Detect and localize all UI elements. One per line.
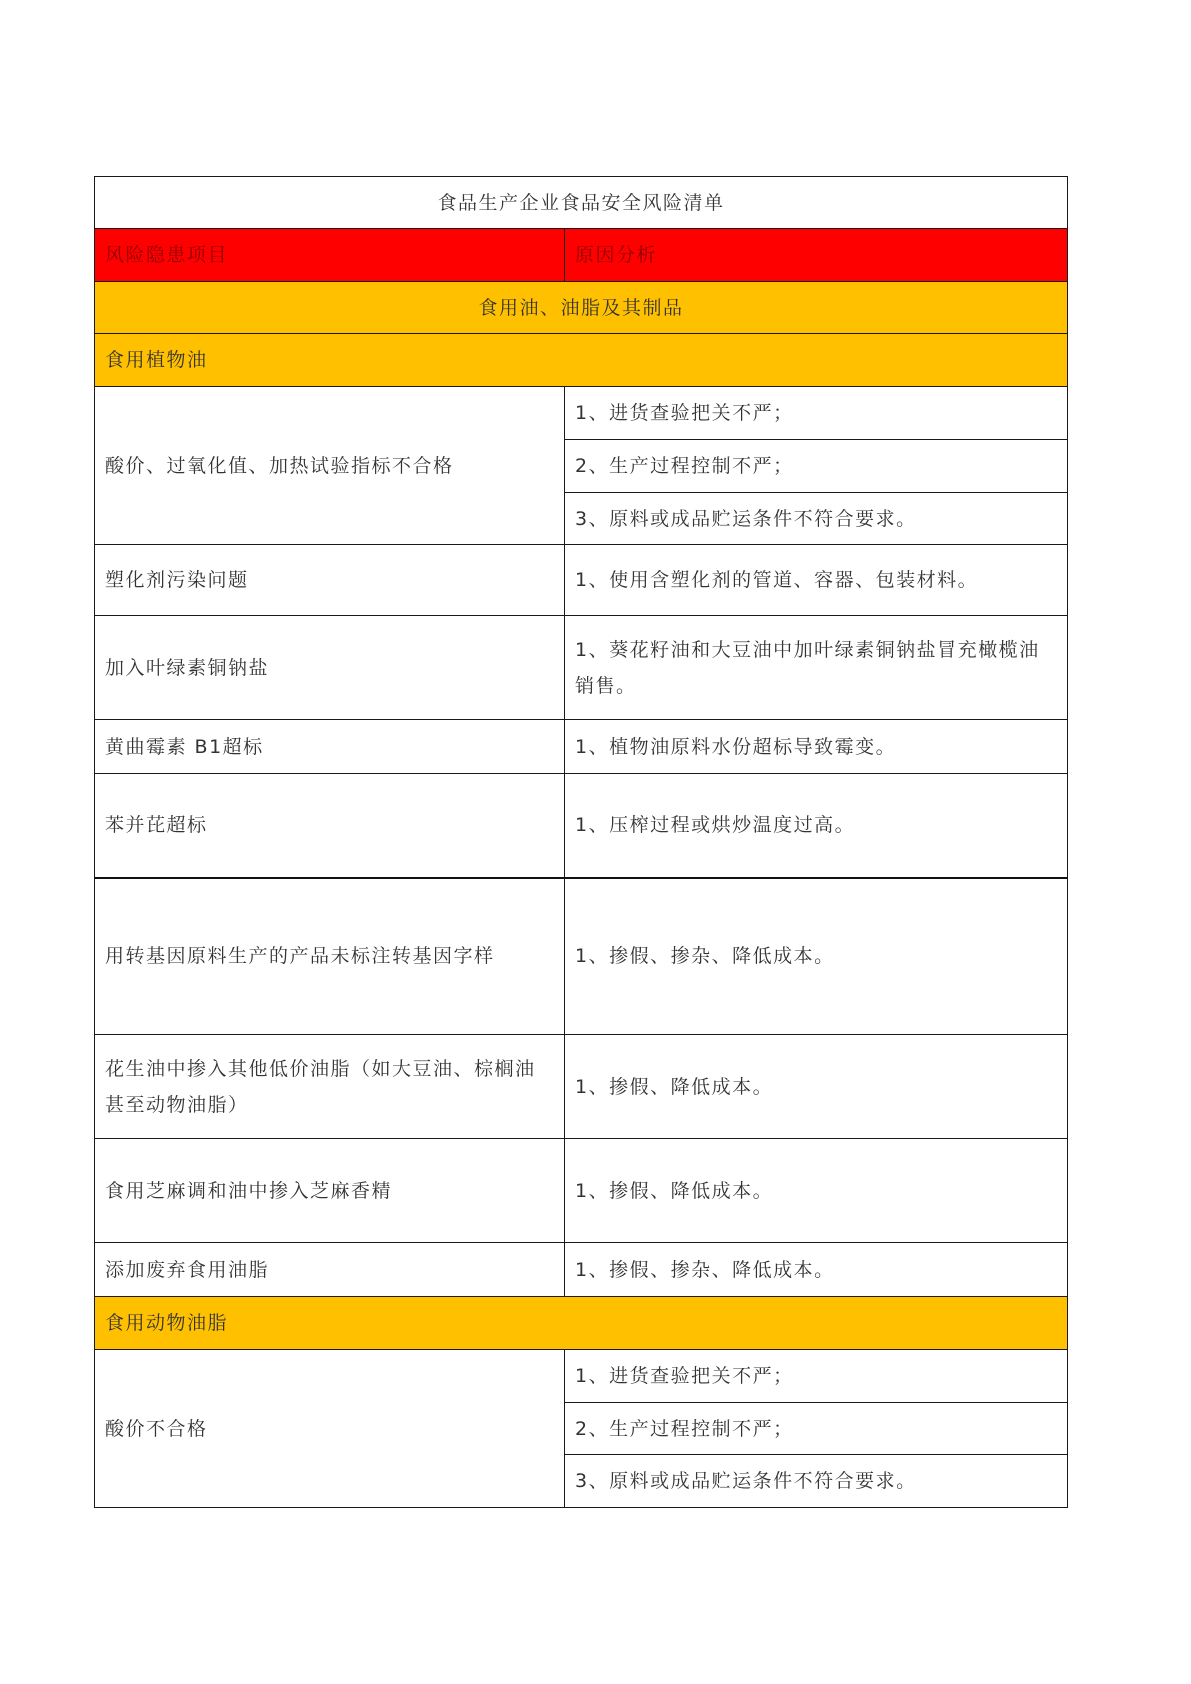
cause-cell: 1、压榨过程或烘炒温度过高。 [565,774,1068,878]
risk-list-table [94,176,1068,1508]
cause-cell: 2、生产过程控制不严； [565,1403,1068,1455]
table-row [95,1139,1068,1243]
subcategory-row [95,1297,1068,1350]
table-row [95,774,1068,878]
table-row [95,1035,1068,1139]
cause-cell: 1、植物油原料水份超标导致霉变。 [565,720,1068,774]
cause-cell: 1、进货查验把关不严； [565,1350,1068,1403]
header-cause-analysis: 原因分析 [565,229,1068,282]
subcategory-row [95,334,1068,387]
header-risk-item: 风险隐患项目 [95,229,565,282]
risk-item: 添加废弃食用油脂 [95,1243,565,1297]
header-row [95,229,1068,282]
cause-cell: 1、掺假、降低成本。 [565,1139,1068,1243]
table-row [95,545,1068,616]
risk-item: 塑化剂污染问题 [95,545,565,616]
table-title: 食品生产企业食品安全风险清单 [95,177,1068,229]
risk-item: 花生油中掺入其他低价油脂（如大豆油、棕榈油甚至动物油脂） [95,1035,565,1139]
table-row [95,387,1068,440]
category-row [95,282,1068,334]
table-row [95,1350,1068,1403]
table-row [95,720,1068,774]
table-row [95,1243,1068,1297]
cause-cell: 1、掺假、掺杂、降低成本。 [565,878,1068,1035]
risk-item: 苯并芘超标 [95,774,565,878]
title-row [95,177,1068,229]
risk-item: 酸价、过氧化值、加热试验指标不合格 [95,387,565,545]
risk-item: 食用芝麻调和油中掺入芝麻香精 [95,1139,565,1243]
risk-item: 黄曲霉素 B1超标 [95,720,565,774]
table-row [95,878,1068,1035]
cause-cell: 2、生产过程控制不严； [565,440,1068,493]
risk-item: 加入叶绿素铜钠盐 [95,616,565,720]
cause-cell: 3、原料或成品贮运条件不符合要求。 [565,1455,1068,1508]
category-title: 食用油、油脂及其制品 [95,282,1068,334]
cause-cell: 3、原料或成品贮运条件不符合要求。 [565,493,1068,545]
cause-cell: 1、掺假、降低成本。 [565,1035,1068,1139]
table-row [95,616,1068,720]
subcategory-title: 食用植物油 [95,334,1068,387]
risk-item: 酸价不合格 [95,1350,565,1508]
risk-item: 用转基因原料生产的产品未标注转基因字样 [95,878,565,1035]
cause-cell: 1、进货查验把关不严； [565,387,1068,440]
subcategory-title: 食用动物油脂 [95,1297,1068,1350]
cause-cell: 1、掺假、掺杂、降低成本。 [565,1243,1068,1297]
cause-cell: 1、葵花籽油和大豆油中加叶绿素铜钠盐冒充橄榄油销售。 [565,616,1068,720]
cause-cell: 1、使用含塑化剂的管道、容器、包装材料。 [565,545,1068,616]
